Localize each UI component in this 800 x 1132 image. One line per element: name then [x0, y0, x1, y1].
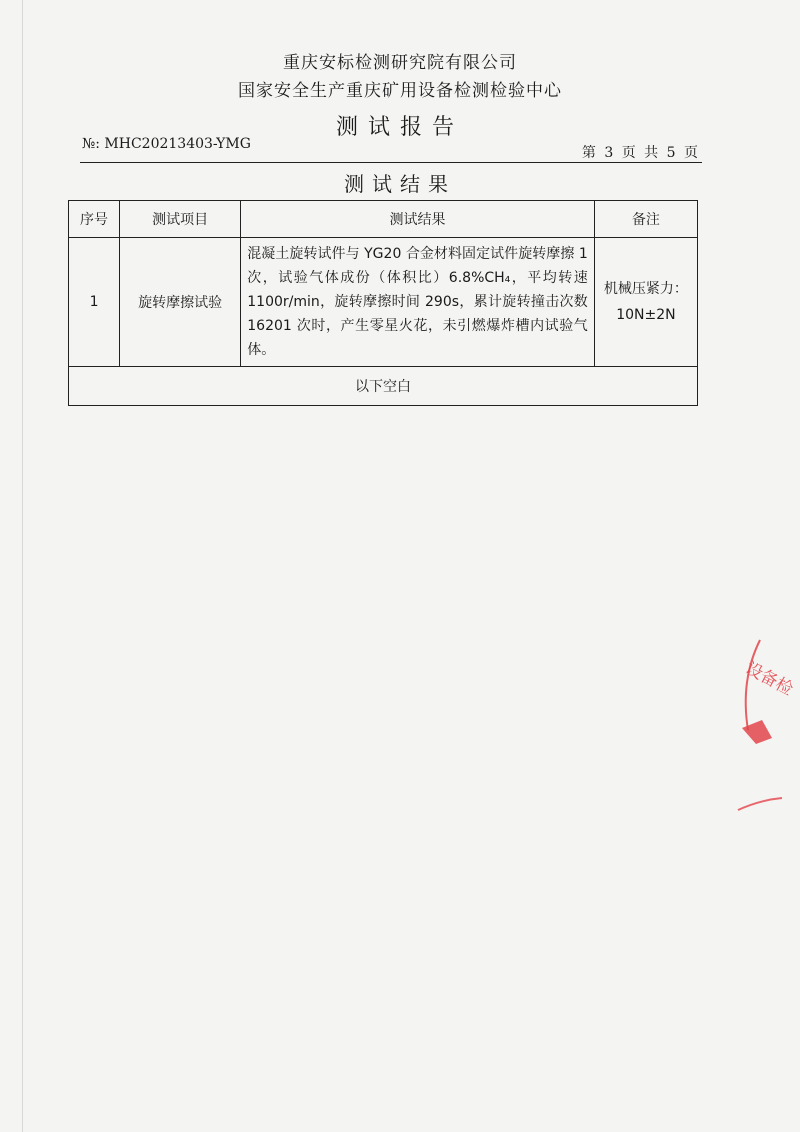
report-number: №: MHC20213403-YMG	[82, 136, 251, 152]
header-no: 序号	[69, 201, 120, 238]
header-result: 测试结果	[241, 201, 595, 238]
report-title: 测试报告	[335, 115, 464, 140]
results-table	[68, 200, 698, 406]
blank-note: 以下空白	[69, 367, 698, 406]
row-item: 旋转摩擦试验	[120, 238, 241, 367]
row-no: 1	[69, 238, 120, 367]
header-remark: 备注	[594, 201, 697, 238]
header-item: 测试项目	[120, 201, 241, 238]
section-title: 测试结果	[344, 172, 456, 196]
seal-stamp	[720, 620, 800, 820]
table-header-row	[69, 201, 698, 238]
org-name: 重庆安标检测研究院有限公司	[283, 53, 517, 73]
stamp-text: 设备检	[741, 658, 797, 700]
blank-note-row	[69, 367, 698, 406]
row-result: 混凝土旋转试件与 YG20 合金材料固定试件旋转摩擦 1 次，试验气体成份（体积比）6.8%CH₄，平均转速 1100r/min，旋转摩擦时间 290s，累计旋转撞击次数 16201 次时，产生零星火花，未引燃爆炸槽内试验气体。	[241, 238, 595, 367]
table-row	[69, 238, 698, 367]
remark-line1: 机械压紧力：	[603, 281, 688, 297]
page-info: 第 3 页 共 5 页	[581, 145, 700, 161]
remark-line2: 10N±2N	[616, 307, 676, 323]
header-divider	[80, 162, 702, 163]
org-subtitle: 国家安全生产重庆矿用设备检测检验中心	[238, 81, 562, 101]
row-remark	[594, 238, 697, 367]
